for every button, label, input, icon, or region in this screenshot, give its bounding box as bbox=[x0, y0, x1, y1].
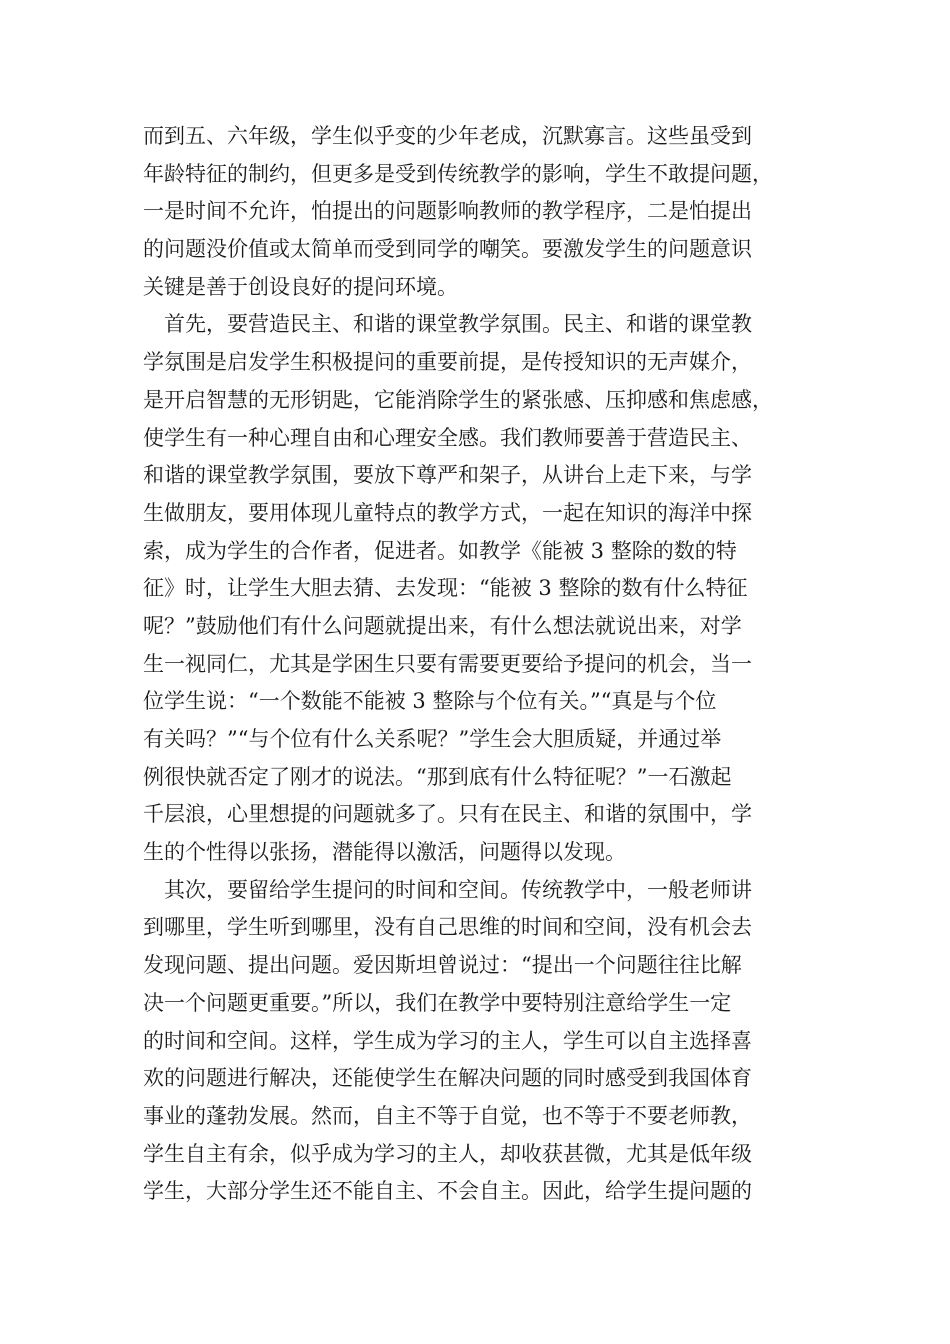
text-line: 一是时间不允许，怕提出的问题影响教师的教学程序，二是怕提出 bbox=[143, 199, 752, 224]
document-body bbox=[143, 118, 815, 1211]
text-line: 例很快就否定了刚才的说法。“那到底有什么特征呢？”一石激起 bbox=[143, 764, 732, 789]
text-line: 是开启智慧的无形钥匙，它能消除学生的紧张感、压抑感和焦虑感， bbox=[143, 387, 773, 412]
text-line: 征》时，让学生大胆去猜、去发现：“能被 3 整除的数有什么特征 bbox=[143, 576, 748, 601]
text-line: 欢的问题进行解决，还能使学生在解决问题的同时感受到我国体育 bbox=[143, 1066, 752, 1091]
text-line: 首先，要营造民主、和谐的课堂教学氛围。民主、和谐的课堂教 bbox=[164, 312, 752, 337]
text-line: 生一视同仁，尤其是学困生只要有需要更要给予提问的机会，当一 bbox=[143, 651, 752, 676]
text-line: 关键是善于创设良好的提问环境。 bbox=[143, 274, 458, 299]
text-line: 其次，要留给学生提问的时间和空间。传统教学中，一般老师讲 bbox=[164, 877, 752, 902]
text-line: 学生，大部分学生还不能自主、不会自主。因此，给学生提问题的 bbox=[143, 1179, 752, 1204]
text-line: 使学生有一种心理自由和心理安全感。我们教师要善于营造民主、 bbox=[143, 425, 752, 450]
text-line: 学氛围是启发学生积极提问的重要前提，是传授知识的无声媒介， bbox=[143, 350, 752, 375]
text-line: 的问题没价值或太简单而受到同学的嘲笑。要激发学生的问题意识 bbox=[143, 237, 752, 262]
text-line: 生做朋友，要用体现儿童特点的教学方式，一起在知识的海洋中探 bbox=[143, 500, 752, 525]
text-line: 和谐的课堂教学氛围，要放下尊严和架子，从讲台上走下来，与学 bbox=[143, 463, 752, 488]
text-line: 决一个问题更重要。”所以，我们在教学中要特别注意给学生一定 bbox=[143, 990, 732, 1015]
text-line: 到哪里，学生听到哪里，没有自己思维的时间和空间，没有机会去 bbox=[143, 915, 752, 940]
text-line: 索，成为学生的合作者，促进者。如教学《能被 3 整除的数的特 bbox=[143, 538, 737, 563]
text-line: 年龄特征的制约，但更多是受到传统教学的影响，学生不敢提问题， bbox=[143, 161, 773, 186]
text-line: 学生自主有余，似乎成为学习的主人，却收获甚微，尤其是低年级 bbox=[143, 1141, 752, 1166]
text-line: 千层浪，心里想提的问题就多了。只有在民主、和谐的氛围中，学 bbox=[143, 802, 752, 827]
text-line: 发现问题、提出问题。爱因斯坦曾说过：“提出一个问题往往比解 bbox=[143, 953, 742, 978]
text-line: 位学生说：“一个数能不能被 3 整除与个位有关。”“真是与个位 bbox=[143, 689, 717, 714]
text-line: 呢？”鼓励他们有什么问题就提出来，有什么想法就说出来，对学 bbox=[143, 613, 742, 638]
text-line: 而到五、六年级，学生似乎变的少年老成，沉默寡言。这些虽受到 bbox=[143, 124, 752, 148]
text-line: 生的个性得以张扬，潜能得以激活，问题得以发现。 bbox=[143, 840, 626, 865]
text-line: 的时间和空间。这样，学生成为学习的主人，学生可以自主选择喜 bbox=[143, 1028, 752, 1053]
text-line: 事业的蓬勃发展。然而，自主不等于自觉，也不等于不要老师教， bbox=[143, 1103, 752, 1128]
text-line: 有关吗？”“与个位有什么关系呢？”学生会大胆质疑，并通过举 bbox=[143, 727, 722, 751]
